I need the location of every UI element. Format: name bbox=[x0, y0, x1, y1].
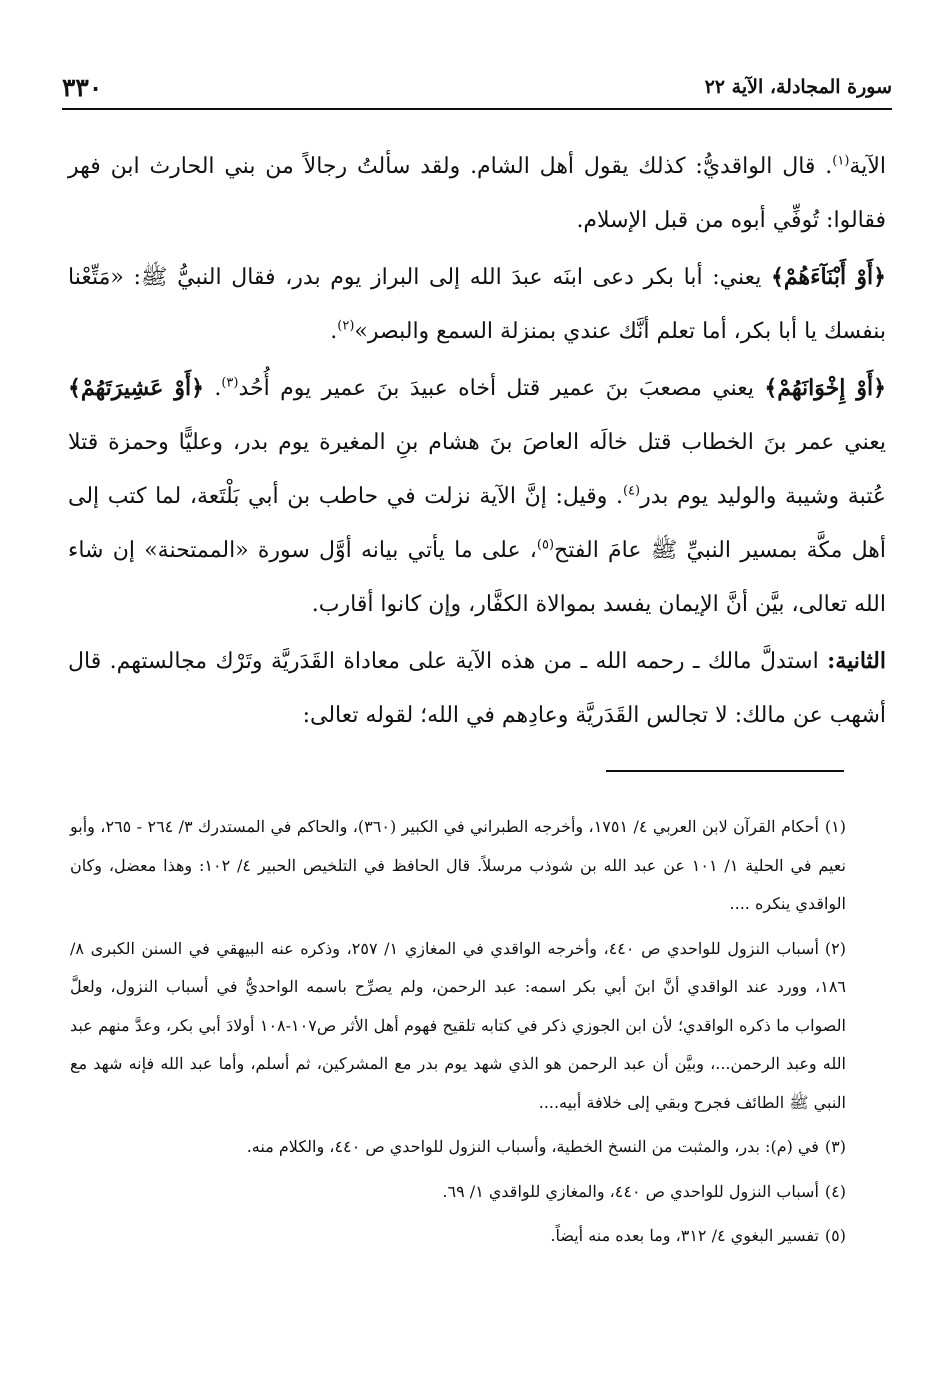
footnotes bbox=[70, 808, 846, 1262]
page-header bbox=[62, 70, 892, 104]
paragraph-4 bbox=[68, 634, 886, 743]
footnote-1 bbox=[70, 808, 846, 924]
text-run: يعني عمر بنَ الخطاب قتل خالَه العاصَ بنَ هشام بنِ المغيرة يوم بدر، وعليًّا وحمزة قتلا عُتبة وشيبة والوليد يوم بدر bbox=[68, 430, 886, 509]
footnote-text: أسباب النزول للواحدي ص ٤٤٠، والمغازي للواقدي ١/ ٦٩. bbox=[442, 1181, 819, 1201]
quran-quote: ﴿أَوْ عَشِيرَتَهُمْ﴾ bbox=[68, 375, 204, 401]
footnote-number: (٥) bbox=[824, 1226, 846, 1245]
text-run: . bbox=[330, 319, 338, 344]
footnote-4 bbox=[70, 1173, 846, 1212]
text-run: . وقيل: إنَّ الآية نزلت في حاطب بن أبي بَلْتَعة، لما كتب إلى أهل مكَّة بمسير النبيِّ ﷺ عامَ الفتح bbox=[68, 484, 886, 563]
text-run: . bbox=[203, 376, 222, 401]
footnote-ref-4[interactable]: (٤) bbox=[622, 483, 641, 499]
quran-quote: ﴿أَوْ إِخْوَانَهُمْ﴾ bbox=[764, 375, 886, 401]
text-run: يعني: أبا بكر دعى ابنَه عبدَ الله إلى البراز يوم بدر، فقال النبيُّ ﷺ: «مَتِّعْنا بنفسك يا أبا بكر، أما تعلم أنَّك عندي بمنزلة السمع والبصر» bbox=[68, 265, 886, 344]
footnote-text: أحكام القرآن لابن العربي ٤/ ١٧٥١، وأخرجه الطبراني في الكبير (٣٦٠)، والحاكم في المستدرك ٣/ ٢٦٤ - ٢٦٥، وأبو نعيم في الحلية ١/ ١٠١ عن عبد الله بن شوذب مرسلاً. قال الحافظ في التلخيص الحبير ٤/ ١٠٢: وهذا معضل، وكان الواقدي ينكره .... bbox=[70, 817, 846, 913]
footnote-rule bbox=[606, 770, 844, 772]
text-run: استدلَّ مالك ـ رحمه الله ـ من هذه الآية على معاداة القَدَريَّة وتَرْك مجالستهم. قال أشهب عن مالك: لا تجالس القَدَريَّة وعادِهم في الله؛ لقوله تعالى: bbox=[68, 649, 886, 728]
footnote-ref-1[interactable]: (١) bbox=[832, 153, 850, 169]
paragraph-3 bbox=[68, 361, 886, 632]
footnote-ref-3[interactable]: (٣) bbox=[221, 375, 239, 391]
footnote-number: (٢) bbox=[824, 938, 846, 958]
paragraph-1 bbox=[68, 140, 886, 248]
paragraph-2 bbox=[68, 250, 886, 359]
running-title: سورة المجادلة، الآية ٢٢ bbox=[704, 76, 892, 98]
footnote-number: (٤) bbox=[824, 1181, 846, 1201]
text-run: يعني مصعبَ بنَ عمير قتل أخاه عبيدَ بنَ عمير يوم أُحُد bbox=[238, 376, 765, 401]
footnote-ref-2[interactable]: (٢) bbox=[337, 318, 355, 334]
footnote-number: (١) bbox=[824, 817, 846, 836]
text-run: الآية bbox=[849, 154, 886, 179]
page-number: ٣٣٠ bbox=[62, 72, 103, 102]
text-run: ، على ما يأتي بيانه أوَّل سورة «الممتحنة» إن شاء الله تعالى، بيَّن أنَّ الإيمان يفسد بموالاة الكفَّار، وإن كانوا أقارب. bbox=[68, 538, 886, 617]
footnote-number: (٣) bbox=[824, 1137, 846, 1156]
footnote-text: في (م): بدر، والمثبت من النسخ الخطية، وأسباب النزول للواحدي ص ٤٤٠، والكلام منه. bbox=[246, 1137, 819, 1156]
footnote-text: أسباب النزول للواحدي ص ٤٤٠، وأخرجه الواقدي في المغازي ١/ ٢٥٧، وذكره عنه البيهقي في السنن الكبرى ٨/ ١٨٦، وورد عند الواقدي أنَّ ابنَ أبي بكر اسمه: عبد الرحمن، ولم يصرِّح باسمه الواحديُّ في أسباب النزول، ولعلَّ الصواب ما ذكره الواقدي؛ لأن ابن الجوزي ذكر في كتابه تلقيح فهوم أهل الأثر ص١٠٧-١٠٨ أولادَ أبي بكر، وعدَّ منهم عبد الله وعبد الرحمن...، وبيَّن أن عبد الرحمن هو الذي شهد يوم بدر مع المشركين، ثم أسلم، وأما عبد الله فإنه شهد مع النبي ﷺ الطائف فجرح وبقي إلى خلافة أبيه.... bbox=[70, 938, 847, 1112]
main-text bbox=[68, 140, 886, 745]
footnote-5 bbox=[70, 1217, 846, 1256]
text-run: . قال الواقديُّ: كذلك يقول أهل الشام. ولقد سألتُ رجالاً من بني الحارث ابن فهر فقالوا: تُوفِّي أبوه من قبل الإسلام. bbox=[68, 154, 886, 233]
quran-quote: ﴿أَوْ أَبْنَآءَهُمْ﴾ bbox=[771, 264, 887, 290]
header-rule bbox=[62, 108, 892, 110]
footnote-text: تفسير البغوي ٤/ ٣١٢، وما بعده منه أيضاً. bbox=[550, 1226, 819, 1245]
footnote-3 bbox=[70, 1128, 846, 1167]
footnote-2 bbox=[70, 930, 846, 1123]
footnote-ref-5[interactable]: (٥) bbox=[536, 537, 555, 553]
section-lead: الثانية: bbox=[827, 648, 886, 674]
